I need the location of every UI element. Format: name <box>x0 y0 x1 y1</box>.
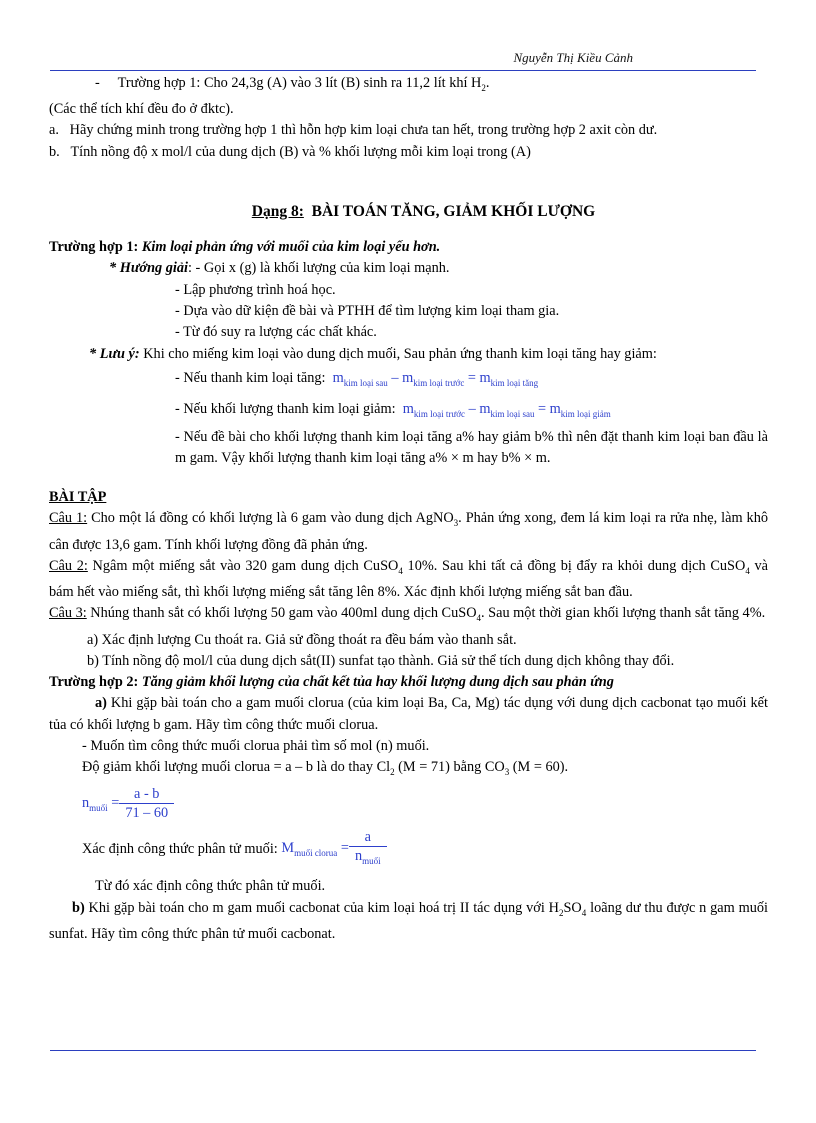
case2-b: b) Khi gặp bài toán cho m gam muối cacbonat của kim loại hoá trị II tác dụng với $H_2SO_4$ loãng dư thu được n gam muối sunfat. Hãy tìm công thức phân tử muối cacbonat. <box>49 899 768 942</box>
guide-line-3: - Dựa vào dữ kiện đề bài và PTHH để tìm lượng kim loại tham gia. <box>175 302 560 319</box>
decrease-equation: $m_{kim loại trước} - m_{kim loại sau} = m_{kim loại giảm}$ <box>402 400 611 419</box>
intro-case1: - Trường hợp 1: Cho 24,3g (A) vào 3 lít (B) sinh ra 11,2 lít khí $H_2$. <box>95 75 490 93</box>
intro-note: (Các thể tích khí đều đo ở đktc). <box>49 101 234 118</box>
increase-rule: - Nếu thanh kim loại tăng: $m_{kim loại sau} - m_{kim loại trước} = m_{kim loại tăng}$ <box>175 369 539 388</box>
guide-line-2: - Lập phương trình hoá học. <box>175 281 336 298</box>
note-line: * Lưu ý: Khi cho miếng kim loại vào dung dịch muối, Sau phản ứng thanh kim loại tăng hay giảm: <box>89 345 657 362</box>
intro-item-a: a. Hãy chứng minh trong trường hợp 1 thì hỗn hợp kim loại chưa tan hết, trong trường hợp 2 axit còn dư. <box>49 122 658 139</box>
guide-line-4: - Từ đó suy ra lượng các chất khác. <box>175 324 377 341</box>
question-3: Câu 3: Nhúng thanh sắt có khối lượng 50 gam vào 400ml dung dịch CuSO$_4$. Sau một thời gian khối lượng thanh sắt tăng 4%. <box>49 605 766 624</box>
case2-step3: Từ đó xác định công thức phân tử muối. <box>95 878 326 895</box>
question-3-b: b) Tính nồng độ mol/l của dung dịch sắt(II) sunfat tạo thành. Giả sử thể tích dung dịch không thay đổi. <box>87 652 675 669</box>
page-content <box>49 73 768 945</box>
question-1: Câu 1: Cho một lá đồng có khối lượng là 6 gam vào dung dịch AgNO$_3$. Phản ứng xong, đem lá kim loại ra rửa nhẹ, làm khô cân được 13,6 gam. Tính khối lượng đồng đã phản ứng. <box>49 510 768 553</box>
question-2: Câu 2: Ngâm một miếng sắt vào 320 gam dung dịch CuSO$_4$ 10%. Sau khi tất cả đồng bị đẩy ra khỏi dung dịch CuSO$_4$ và bám hết vào miếng sắt, thì khối lượng miếng sắt tăng lên 8%. Xác định khối lượng miếng sắt ban đầu. <box>49 557 768 601</box>
case2-step1: - Muốn tìm công thức muối clorua phải tìm số mol (n) muối. <box>82 737 430 754</box>
case2-a: a) Khi gặp bài toán cho a gam muối clorua (của kim loại Ba, Ca, Mg) tác dụng với dung dịch cacbonat tạo muối kết tủa có khối lượng b gam. Hãy tìm công thức muối clorua. <box>49 695 768 733</box>
molar-mass-formula: Xác định công thức phân tử muối: $M_{muối clorua}$ = $\frac{a}{n_{muối}}$ <box>49 828 768 870</box>
moles-fraction: $\frac{a - b}{71 - 60}$ <box>119 785 174 822</box>
intro-item-b: b. Tính nồng độ x mol/l của dung dịch (B) và % khối lượng mỗi kim loại trong (A) <box>49 143 531 160</box>
molar-mass-fraction: $\frac{a}{n_{muối}}$ <box>349 828 387 870</box>
exercises-heading: BÀI TẬP <box>49 489 107 506</box>
section-title: Dạng 8: BÀI TOÁN TĂNG, GIẢM KHỐI LƯỢNG <box>251 203 596 221</box>
case2-heading: Trường hợp 2: Tăng giảm khối lượng của chất kết tủa hay khối lượng dung dịch sau phản ứng <box>49 674 614 691</box>
decrease-rule: - Nếu khối lượng thanh kim loại giảm: $m_{kim loại trước} - m_{kim loại sau} = m_{kim loại giảm}$ <box>175 400 611 419</box>
increase-equation: $m_{kim loại sau} - m_{kim loại trước} = m_{kim loại tăng}$ <box>332 369 539 388</box>
percent-rule: - Nếu đề bài cho khối lượng thanh kim loại tăng a% hay giảm b% thì nên đặt thanh kim loại ban đầu là m gam. Vậy khối lượng thanh kim loại tăng a% × m hay b% × m. <box>175 428 768 466</box>
case2-step2: Độ giảm khối lượng muối clorua = a – b là do thay $Cl_2$ (M = 71) bằng $CO_3$ (M = 60). <box>82 759 569 778</box>
guide-line-1: * Hướng giải: - Gọi x (g) là khối lượng của kim loại mạnh. <box>109 260 450 277</box>
header-divider <box>50 70 756 71</box>
question-3-a: a) Xác định lượng Cu thoát ra. Giả sử đồng thoát ra đều bám vào thanh sắt. <box>87 631 517 648</box>
case1-heading: Trường hợp 1: Kim loại phản ứng với muối của kim loại yếu hơn. <box>49 239 441 256</box>
moles-formula: $n_{muối}$ = $\frac{a - b}{71 - 60}$ <box>49 785 768 822</box>
author-name: Nguyễn Thị Kiều Cảnh <box>513 50 633 65</box>
footer-divider <box>50 1050 756 1051</box>
